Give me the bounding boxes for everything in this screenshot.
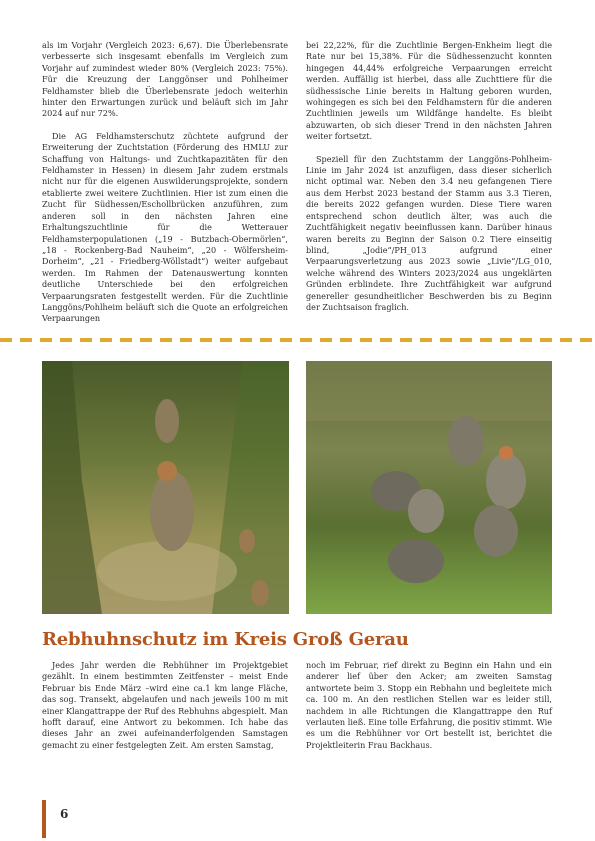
dashed-divider [0,338,595,342]
partridge-photo-left [42,361,289,614]
paragraph: bei 22,22%, für die Zuchtlinie Bergen-Enkheim liegt die Rate nur bei 15,38%. Für die Südhessenzucht konnten hingegen 44,44% erfolgreiche Verpaarungen erreicht werden. Auffällig ist hierbei, dass alle Zuchttiere für die südhessische Linie bereits in Haltung geboren wurden, wohingegen es sich bei den Feldhamstern für die anderen Zuchtlinien jeweils um Wildfänge handelte. Es bleibt abzuwarten, ob sich dieser Trend in den nächsten Jahren weiter fortsetzt. [306,40,552,142]
top-column-left [42,40,288,336]
paragraph: Die AG Feldhamsterschutz züchtete aufgrund der Erweiterung der Zuchtstation (Förderung des HMLU zur Schaffung von Haltungs- und Zuchtkapazitäten für den Feldhamster in Hessen) in diesem Jahr zudem erstmals nicht nur für die eigenen Auswilderungsprojekte, sondern etablierte zwei weitere Zuchtlinien. Hier ist zum einen die Zucht für Südhessen/Eschollbrücken anzuführen, zum anderen soll in den nächsten Jahren eine Erhaltungszuchtlinie für die Wetterauer Feldhamsterpopulationen („19 - Butzbach-Obermörlen“, „18 - Rockenberg-Bad Nauheim“, „20 - Wölfersheim-Dorheim“, „21 - Friedberg-Wöllstadt“) weiter aufgebaut werden. Im Rahmen der Datenauswertung konnten deutliche Unterschiede bei den erfolgreichen Verpaarungsraten festgestellt werden. Für die Zuchtlinie Langgöns/Pohlheim beläuft sich die Quote an erfolgreichen Verpaarungen [42,130,288,324]
section-heading: Rebhuhnschutz im Kreis Groß Gerau [42,629,409,650]
section-column-left [42,660,288,762]
paragraph: als im Vorjahr (Vergleich 2023: 6,67). Die Überlebensrate verbesserte sich insgesamt ebenfalls im Vergleich zum Vorjahr auf zumindest wieder 80% (Vergleich 2023: 75%). Für die Kreuzung der Langgönser und Pohlheimer Feldhamster blieb die Überlebensrate jedoch weiterhin hinter den Erwartungen zurück und beläuft sich im Jahr 2024 auf nur 72%. [42,40,288,119]
partridge-photo-right [306,361,552,614]
section-column-right [306,660,552,762]
page-number: 6 [60,807,69,821]
paragraph: Jedes Jahr werden die Rebhühner im Projektgebiet gezählt. In einem bestimmten Zeitfenster – meist Ende Februar bis Ende März –wird eine ca.1 km lange Fläche, das sog. Transekt, abgelaufen und nach jeweils 100 m mit einer Klangattrappe der Ruf des Rebhuhns abgespielt. Man hofft darauf, eine Antwort zu bekommen. Ich habe das dieses Jahr an zwei aufeinanderfolgenden Samstagen gemacht zu einer festgelegten Zeit. Am ersten Samstag, [42,660,288,750]
paragraph: noch im Februar, rief direkt zu Beginn ein Hahn und ein anderer lief über den Acker; am zweiten Samstag antwortete beim 3. Stopp ein Rebhahn und begleitete mich ca. 100 m. An den restlichen Stellen war es leider still, nachdem in alle Richtungen die Klangattrappe den Ruf verlauten ließ. Eine tolle Erfahrung, die positiv stimmt. Wie es um die Rebhühner vor Ort bestellt ist, berichtet die Projektleiterin Frau Backhaus. [306,660,552,750]
top-column-right [306,40,552,324]
page-number-bar [42,800,46,838]
paragraph: Speziell für den Zuchtstamm der Langgöns-Pohlheim-Linie im Jahr 2024 ist anzufügen, dass dieser sicherlich nicht optimal war. Neben den 3.4 neu gefangenen Tiere aus dem Herbst 2023 bestand der Stamm aus 3.3 Tieren, die bereits 2022 gefangen wurden. Diese Tiere waren entsprechend schon deutlich älter, was auch die Zuchtfähigkeit negativ beeinflussen kann. Darüber hinaus waren bereits zu Beginn der Saison 0.2 Tiere einseitig blind, „Jodie“/PH_013 aufgrund einer Verpaarungsverletzung aus 2023 sowie „Livie“/LG_010, welche während des Winters 2023/2024 aus ungeklärten Gründen erblindete. Ihre Zuchtfähigkeit war aufgrund genereller gesundheitlicher Beschwerden bis zu Beginn der Zuchtsaison fraglich. [306,153,552,312]
